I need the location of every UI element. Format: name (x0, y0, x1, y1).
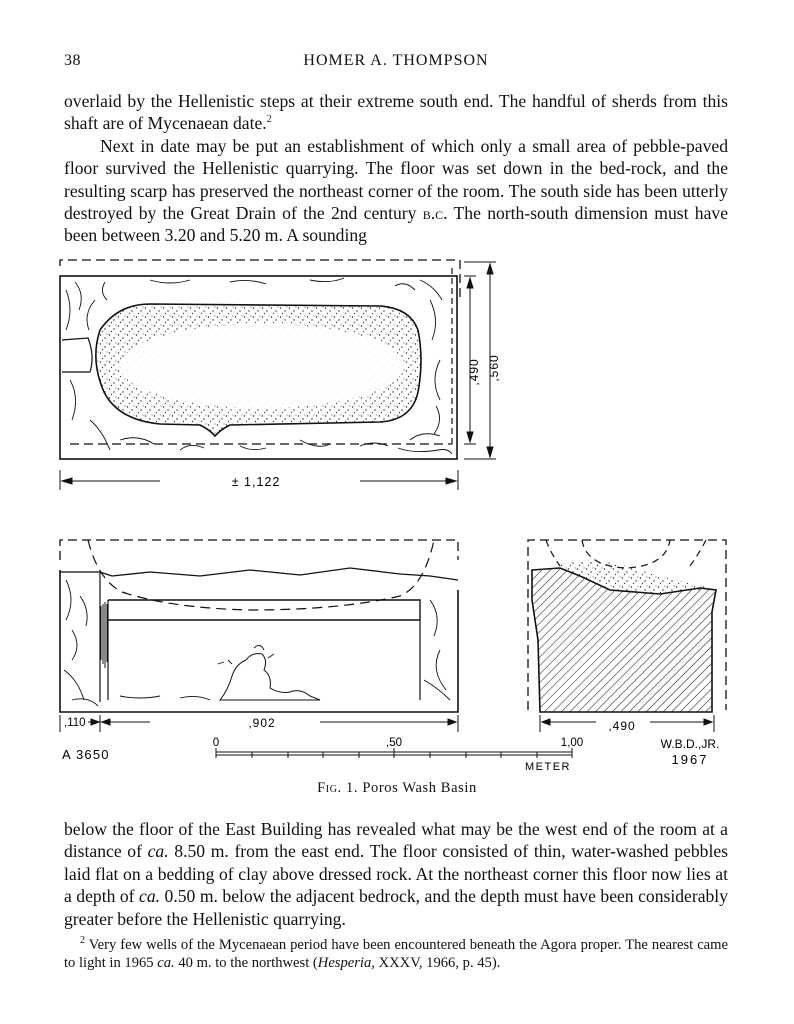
dim-interior-label: ,902 (248, 716, 276, 730)
scale-unit-label: METER (525, 761, 571, 773)
paragraph-establishment: Next in date may be put an establishment of which only a small area of pebble-paved floor survived the Hellenistic quarrying. The floor was set down in the bed-rock, and the resulting scarp has preserved the northeast corner of the room. The south side has been utterly destroyed by the Great Drain of the 2nd century b.c. The north-south dimension must have been between 3.20 and 5.20 m. A sounding (64, 135, 728, 246)
body-text-bottom (64, 818, 728, 930)
cross-section-view (528, 540, 726, 712)
paragraph-sounding: below the floor of the East Building has revealed what may be the west end of the room at a distance of ca. 8.50 m. from the east end. The floor consisted of thin, water-washed pebbles laid flat on a bedding of clay above dressed rock. At the northeast corner this floor now lies at a depth of ca. 0.50 m. below the adjacent bedrock, and the depth must have been considerably greater before the Hellenistic quarrying. (64, 819, 728, 929)
dim-section-width-label: ,490 (608, 719, 636, 733)
scale-label-one: 1,00 (560, 737, 584, 749)
footnote (64, 936, 728, 973)
draftsman-credit: W.B.D.,JR. (660, 737, 720, 751)
scale-label-half: ,50 (386, 737, 402, 749)
inventory-number: A 3650 (62, 747, 110, 762)
running-head: HOMER A. THOMPSON (303, 52, 489, 69)
footnote-ref[interactable]: 2 (266, 114, 272, 126)
drawing-year: 1967 (671, 752, 709, 767)
dim-length-label: ± 1,122 (231, 475, 281, 489)
dim-width-outer-label: ,560 (487, 354, 501, 382)
dim-width-inner-label: ,490 (467, 358, 481, 386)
scale-label-zero: 0 (212, 737, 220, 749)
paragraph-continued: overlaid by the Hellenistic steps at their extreme south end. The handful of sherds from this shaft are of Mycenaean date.$^2$ (64, 91, 728, 134)
figure-title: Poros Wash Basin (362, 780, 477, 796)
page-number: 38 (64, 52, 81, 69)
footnote-number: 2 (80, 935, 85, 947)
figure-caption (0, 780, 794, 797)
long-section-view (60, 540, 458, 712)
plan-view (60, 260, 460, 459)
footnote-text: $^2$ Very few wells of the Mycenaean period have been encountered beneath the Agora proper. The nearest came to light in 1965 ca. 40 m. to the northwest (Hesperia, XXXV, 1966, p. 45). (64, 935, 728, 972)
figure-label: Fig. 1. (317, 780, 359, 796)
dim-wall-label: ,110 (64, 717, 86, 729)
scale-bar (216, 748, 572, 758)
